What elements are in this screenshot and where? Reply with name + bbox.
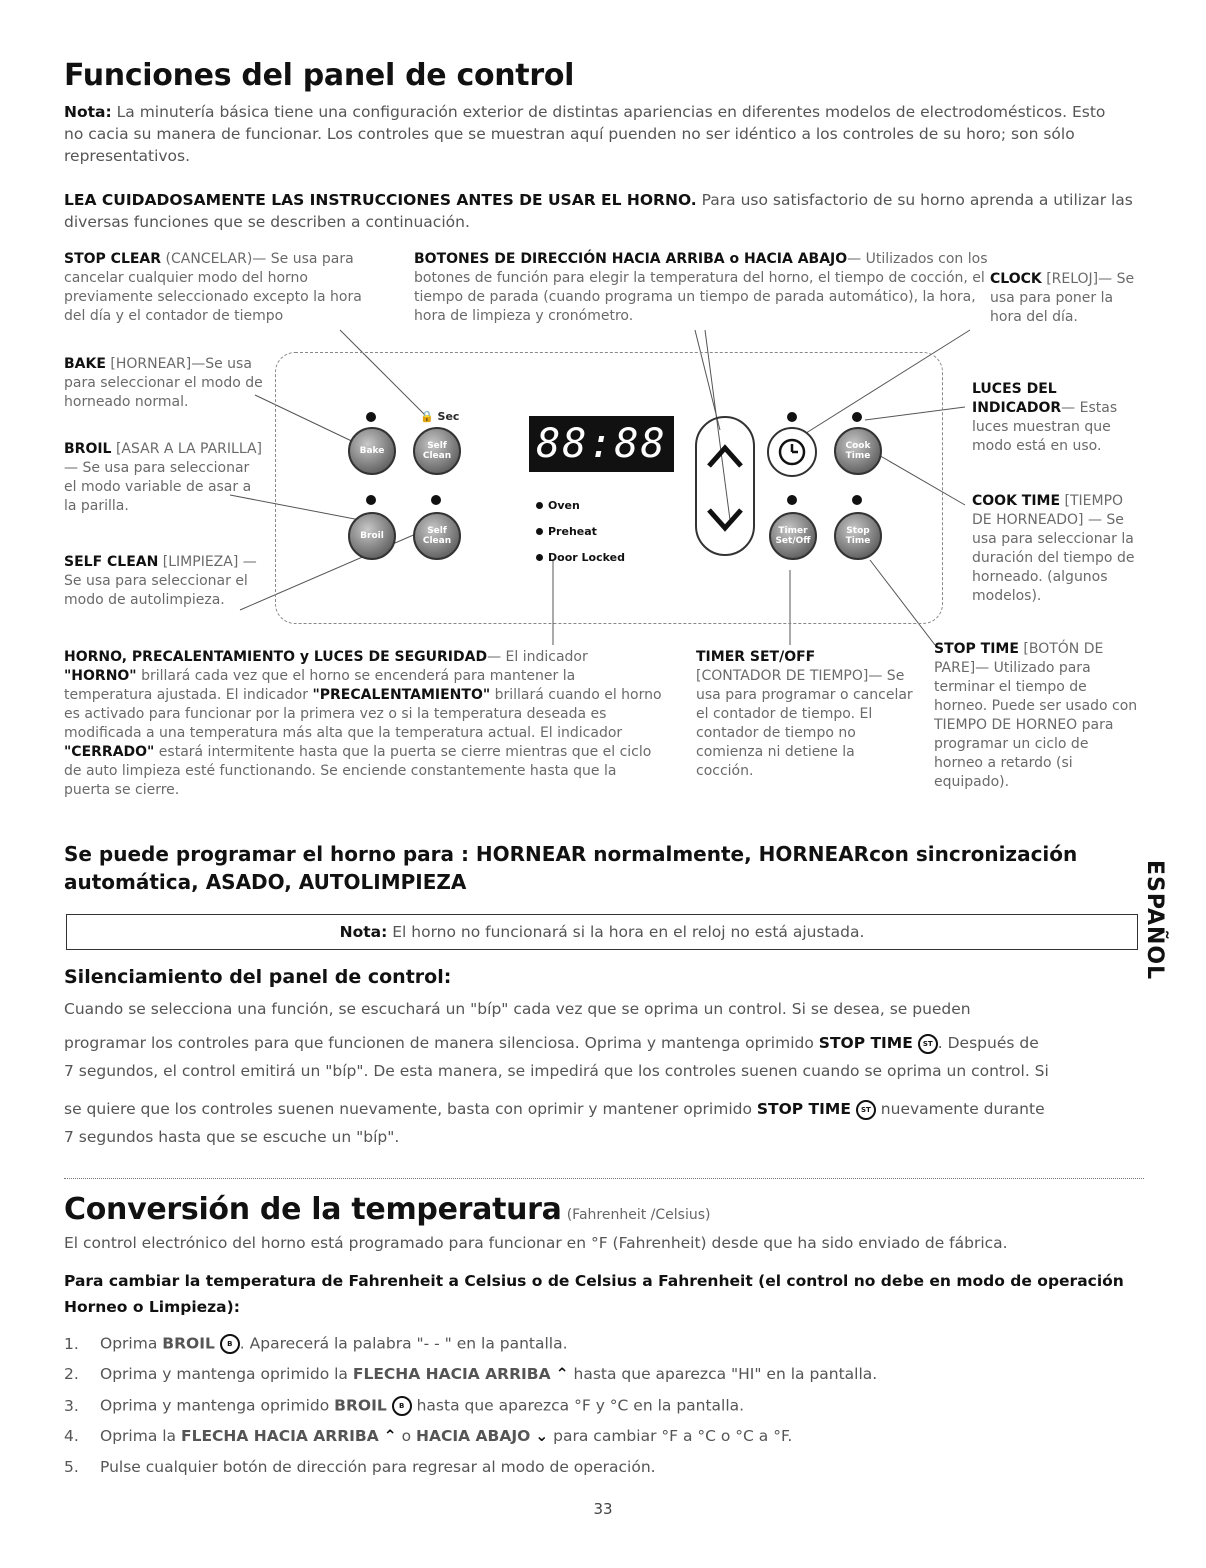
broil-icon: B — [392, 1396, 412, 1416]
note2-text: El horno no funcionará si la hora en el reloj no está ajustada. — [392, 923, 865, 941]
indicator-list — [536, 492, 625, 570]
conversion-title: Conversión de la temperatura — [64, 1192, 562, 1227]
bake-button[interactable]: Bake — [348, 427, 396, 475]
cook-time-indicator-dot — [852, 412, 862, 422]
step-1: 1. Oprima BROIL B . Aparecerá la palabra "- - " en la pantalla. — [64, 1334, 568, 1353]
silencing-title: Silenciamiento del panel de control: — [64, 966, 452, 988]
callout-arrows: BOTONES DE DIRECCIÓN HACIA ARRIBA o HACIA ABAJO— Utilizados con los botones de función para elegir la temperatura del horno, el tiempo de cocción, el tiempo de parada (cuando programa un tiempo de parada automático), la hora, hora de limpieza y cronómetro. — [414, 251, 988, 324]
note-label: Nota: — [64, 103, 112, 121]
timer-button[interactable]: Timer Set/Off — [769, 512, 817, 560]
read-instructions-bold: LEA CUIDADOSAMENTE LAS INSTRUCCIONES ANTES DE USAR EL HORNO. — [64, 191, 697, 209]
self-clean-indicator-dot — [431, 495, 441, 505]
indicator-door-locked: Door Locked — [536, 544, 625, 570]
bake-indicator-dot — [366, 412, 376, 422]
clock-indicator-dot — [787, 412, 797, 422]
callout-timer: TIMER SET/OFF [CONTADOR DE TIEMPO]— Se usa para programar o cancelar el contador de tiempo. El contador de tiempo no comienza ni detiene la cocción. — [696, 649, 913, 779]
callout-stop-time: STOP TIME [BOTÓN DE PARE]— Utilizado para terminar el tiempo de horneo. Puede ser usado con TIEMPO DE HORNEO para programar un ciclo de horneo a retardo (si equipado). — [934, 641, 1138, 790]
step-4: 4. Oprima la FLECHA HACIA ARRIBA ⌃ o HACIA ABAJO ⌄ para cambiar °F a °C o °C a °F. — [64, 1427, 793, 1445]
callout-cook-time: COOK TIME [TIEMPO DE HORNEADO] — Se usa para seleccionar la duración del tiempo de horneado. (algunos modelos). — [972, 493, 1135, 604]
callout-stop-clear: STOP CLEAR (CANCELAR)— Se usa para cancelar cualquier modo del horno previamente seleccionado excepto la hora del día y el contador de tiempo — [64, 251, 362, 324]
stop-time-indicator-dot — [852, 495, 862, 505]
conversion-instruction: Para cambiar la temperatura de Fahrenheit a Celsius o de Celsius a Fahrenheit (el control no debe en modo de operación Horneo o Limpieza): — [64, 1272, 1124, 1316]
stop-time-icon: ST — [918, 1034, 938, 1054]
step-2: 2. Oprima y mantenga oprimido la FLECHA HACIA ARRIBA ⌃ hasta que aparezca "HI" en la pantalla. — [64, 1365, 878, 1383]
callout-broil: BROIL [ASAR A LA PARILLA]— Se usa para seleccionar el modo variable de asar a la parilla. — [64, 441, 262, 514]
program-heading: Se puede programar el horno para : HORNEAR normalmente, HORNEARcon sincronización automática, ASADO, AUTOLIMPIEZA — [64, 842, 1078, 894]
self-clean-button[interactable]: Self Clean — [413, 427, 461, 475]
up-arrow-icon[interactable] — [709, 448, 741, 466]
callout-self-clean: SELF CLEAN [LIMPIEZA] — Se usa para seleccionar el modo de autolimpieza. — [64, 554, 257, 608]
callout-bake: BAKE [HORNEAR]—Se usa para seleccionar el modo de horneado normal. — [64, 356, 263, 410]
down-arrow-icon: ⌄ — [535, 1427, 549, 1445]
stop-time-button[interactable]: Stop Time — [834, 512, 882, 560]
page-title: Funciones del panel de control — [64, 58, 575, 93]
conversion-heading — [64, 1192, 710, 1227]
lock-label: 🔒 Sec — [420, 410, 460, 423]
broil-icon: B — [220, 1334, 240, 1354]
page-number: 33 — [593, 1500, 613, 1518]
arrow-pad — [695, 416, 755, 556]
broil-indicator-dot — [366, 495, 376, 505]
note-box — [66, 914, 1138, 950]
side-tab-language: ESPAÑOL — [1142, 860, 1167, 981]
read-instructions-text: Para uso satisfactorio de su horno aprenda a utilizar las diversas funciones que se describen a continuación. — [64, 191, 1133, 231]
arrow-pad-graphic — [697, 418, 753, 554]
timer-indicator-dot — [787, 495, 797, 505]
callout-oven-lights: HORNO, PRECALENTAMIENTO y LUCES DE SEGURIDAD— El indicador "HORNO" brillará cada vez que el horno se encenderá para mantener la temperatura ajustada. El indicador "PRECALENTAMIENTO" brillará cuando el horno es activado para funcionar por la primera vez o si la temperatura deseada es modificada a una temperatura más alta que la temperatura actual. El indicador "CERRADO" estará intermitente hasta que la puerta se cierre mientras que el ciclo de auto limpieza esté functionando. Se enciende constantemente hasta que la puerta se cierre. — [64, 649, 662, 798]
up-arrow-icon: ⌃ — [555, 1365, 569, 1383]
clock-button[interactable] — [767, 427, 817, 477]
cook-time-button[interactable]: Cook Time — [834, 427, 882, 475]
control-panel — [275, 352, 943, 624]
callout-indicator-lights: LUCES DEL INDICADOR— Estas luces muestran que modo está en uso. — [972, 381, 1118, 454]
step-3: 3. Oprima y mantenga oprimido BROIL B hasta que aparezca °F y °C en la pantalla. — [64, 1396, 745, 1415]
self-clean-button-2[interactable]: Self Clean — [413, 512, 461, 560]
indicator-oven: Oven — [536, 492, 625, 518]
conversion-intro: El control electrónico del horno está programado para funcionar en °F (Fahrenheit) desde que ha sido enviado de fábrica. — [64, 1234, 1008, 1252]
silencing-text: Cuando se selecciona una función, se escuchará un "bíp" cada vez que se oprima un control. Si se desea, se pueden programar los controles para que funcionen de manera silenciosa. Oprima y mantenga oprimido STOP TIME ST . Después de 7 segundos, el control emitirá un "bíp". De esta manera, se impedirá que los controles suenen cuando se oprima un control. Si se quiere que los controles suenen nuevamente, basta con oprimir y mantener oprimido STOP TIME ST nuevamente durante 7 segundos hasta que se escuche un "bíp". — [64, 1000, 1049, 1146]
digital-display: 88:88 — [529, 416, 674, 472]
up-arrow-icon: ⌃ — [383, 1427, 397, 1445]
down-arrow-icon[interactable] — [709, 510, 741, 528]
broil-button[interactable]: Broil — [348, 512, 396, 560]
indicator-preheat: Preheat — [536, 518, 625, 544]
conversion-steps — [64, 1334, 1144, 1489]
conversion-subtitle: (Fahrenheit /Celsius) — [566, 1207, 711, 1223]
note-text: La minutería básica tiene una configuración exterior de distintas apariencias en diferentes modelos de electrodomésticos. Esto no cacia su manera de funcionar. Los controles que se muestran aquí puenden no ser idéntico a los controles de su horo; son sólo representativos. — [64, 103, 1106, 165]
step-5: 5. Pulse cualquier botón de dirección para regresar al modo de operación. — [64, 1458, 656, 1476]
stop-time-icon-2: ST — [856, 1100, 876, 1120]
section-divider — [64, 1178, 1144, 1179]
clock-icon — [777, 437, 807, 467]
callout-clock: CLOCK [RELOJ]— Se usa para poner la hora del día. — [990, 271, 1135, 325]
note2-label: Nota: — [339, 923, 388, 941]
